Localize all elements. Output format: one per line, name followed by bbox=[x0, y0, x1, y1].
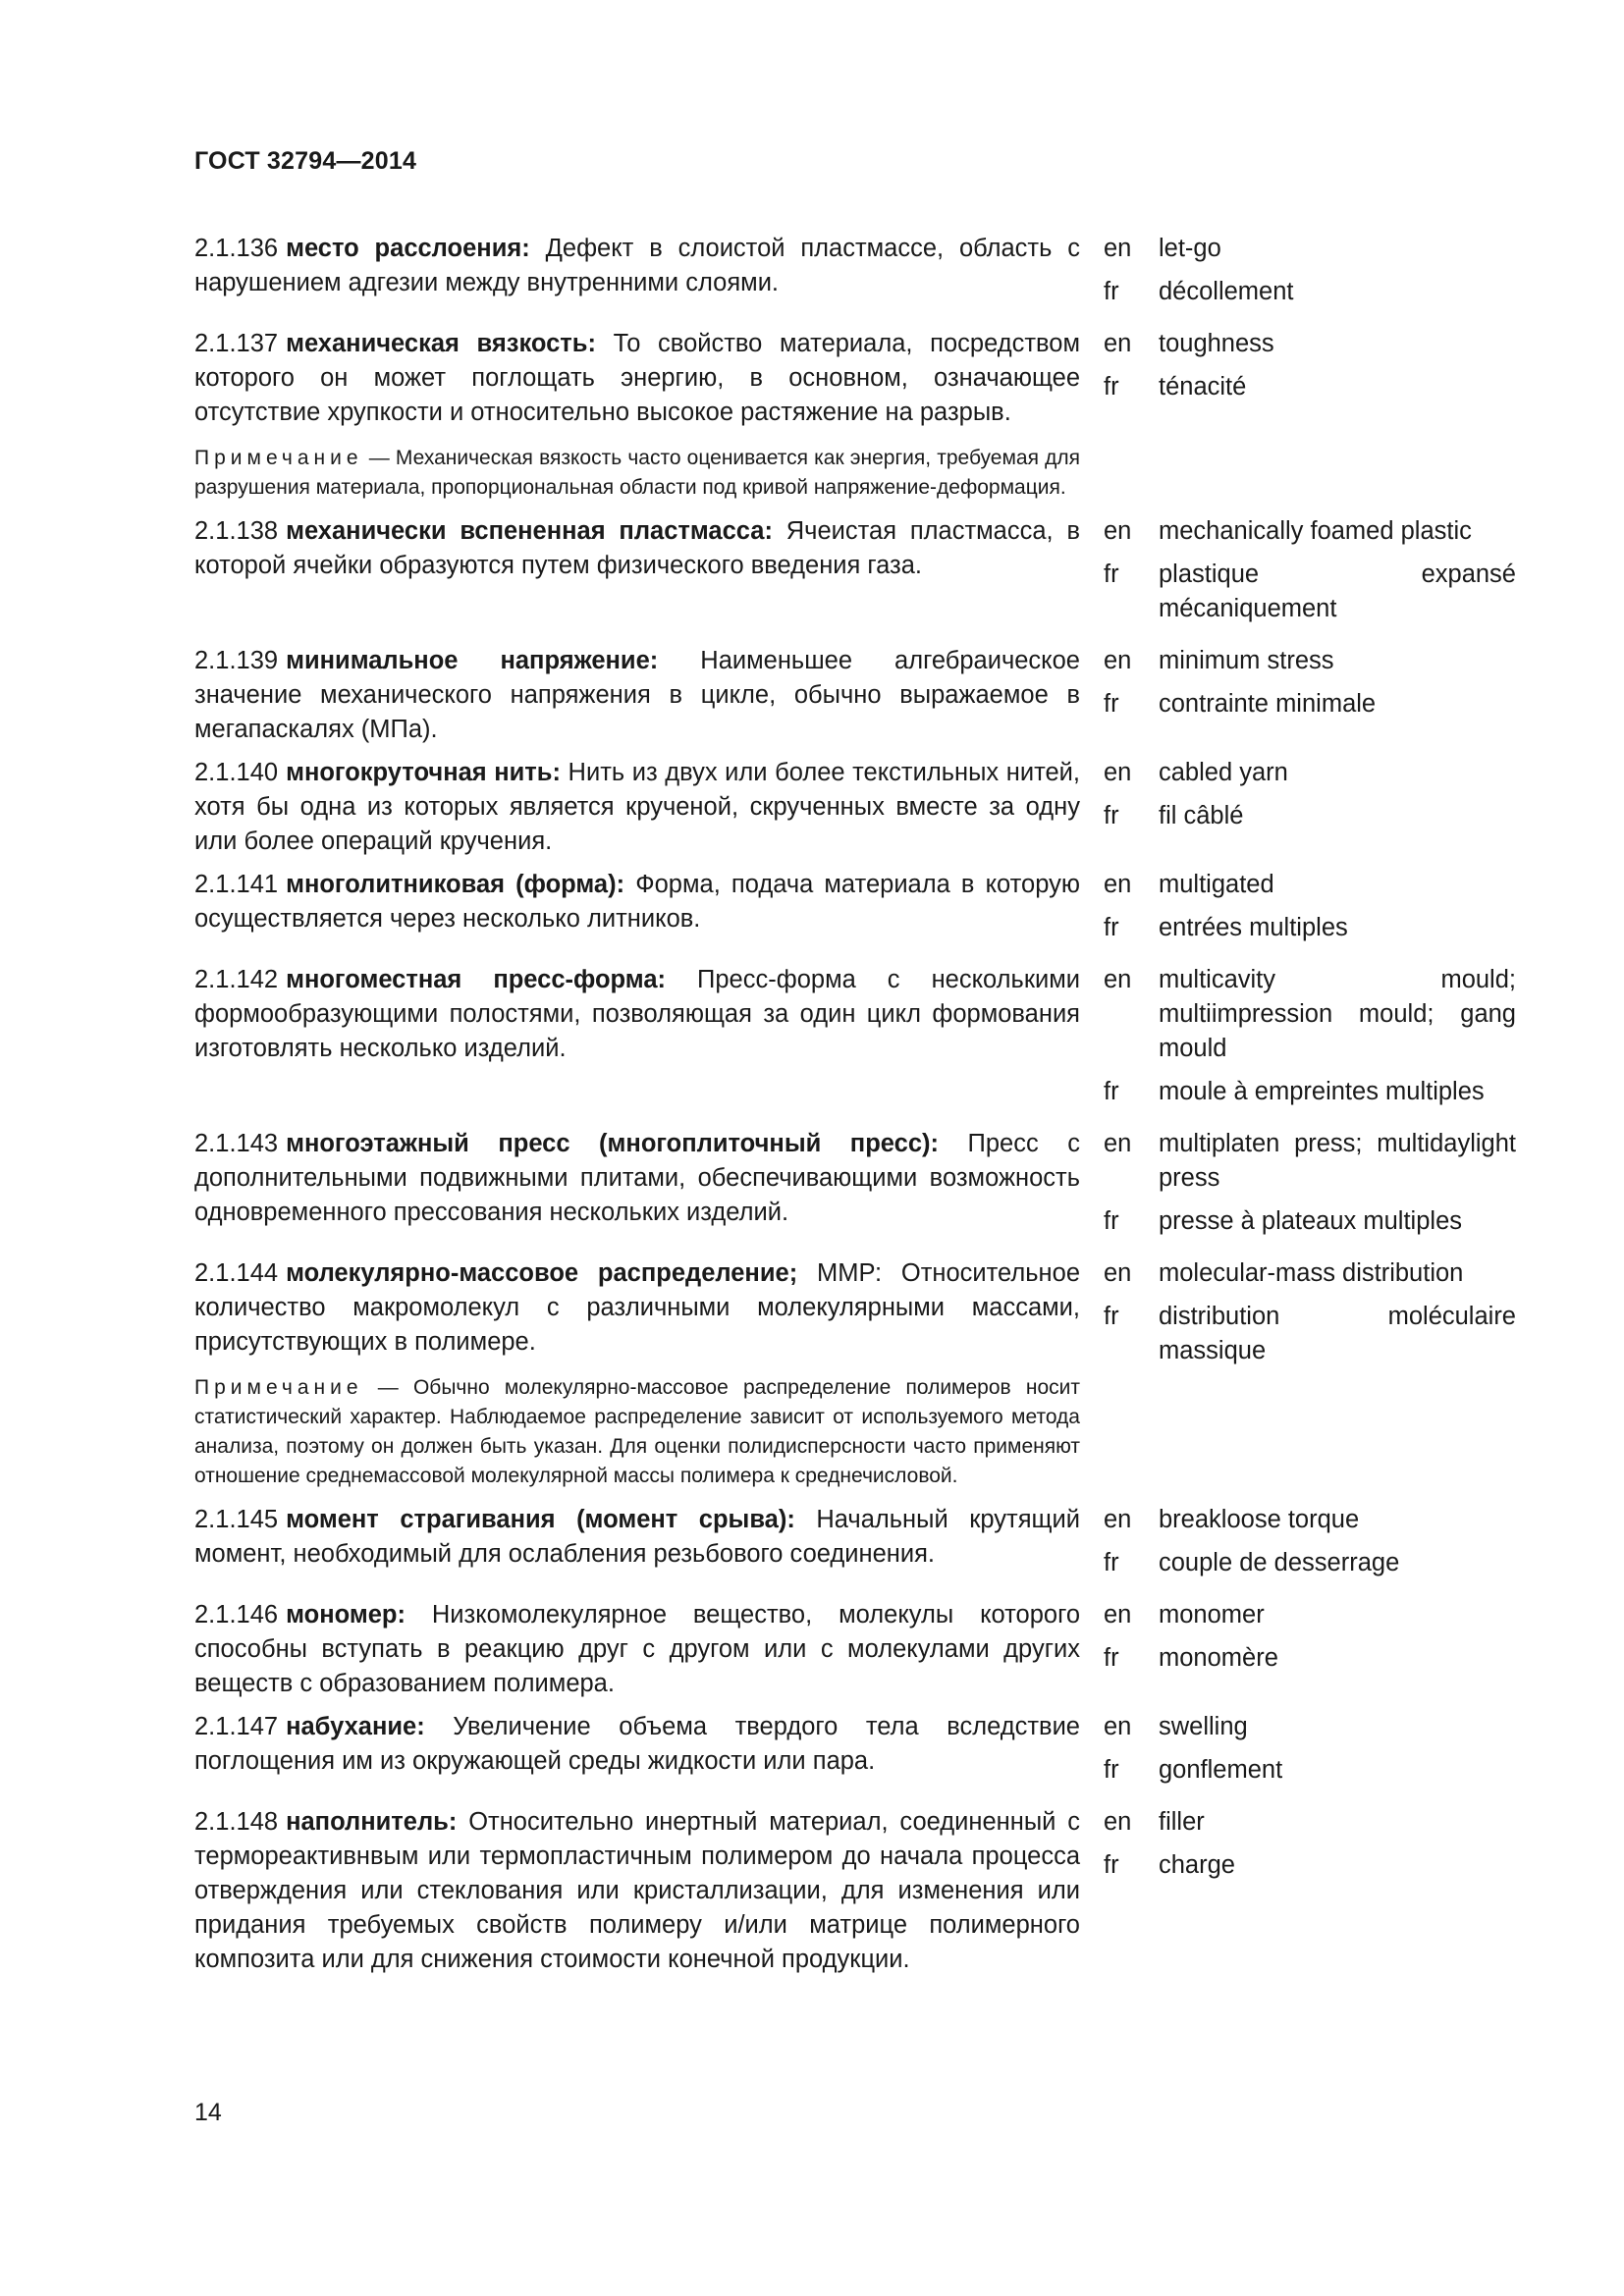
translation-en: multiplaten press; multidaylight press bbox=[1159, 1130, 1516, 1192]
translation-fr: presse à plateaux multiples bbox=[1159, 1207, 1463, 1235]
term-definition bbox=[194, 1503, 1080, 1589]
term-number: 2.1.137 bbox=[194, 330, 279, 357]
note-dash: — bbox=[362, 1376, 413, 1399]
term-definition bbox=[194, 1710, 1080, 1796]
translation-fr: moule à empreintes multiples bbox=[1159, 1078, 1485, 1105]
term-name: момент страгивания (момент срыва): bbox=[286, 1506, 795, 1533]
translation-en: swelling bbox=[1159, 1713, 1248, 1740]
lang-code-fr: fr bbox=[1104, 914, 1119, 941]
translation-en: multicavity mould; multiimpression mould; gang mould bbox=[1159, 966, 1516, 1062]
term-text: ММР: Относительное количество макромолекул с различными молекулярными массами, присутствующих в полимере. bbox=[194, 1259, 1080, 1356]
term-definition bbox=[194, 1127, 1080, 1248]
translation-en: toughness bbox=[1159, 330, 1274, 357]
translation-fr: ténacité bbox=[1159, 373, 1247, 400]
lang-code-fr: fr bbox=[1104, 1549, 1119, 1576]
translation-en: let-go bbox=[1159, 235, 1221, 262]
term-entry bbox=[194, 963, 1532, 1118]
lang-code-en: en bbox=[1104, 1808, 1132, 1836]
note-text: Обычно молекулярно-массовое распределение полимеров носит статистический характер. Наблюдаемое распределение зависит от используемого метода анализа, поэтому он должен быть указан. Для оценки полидисперсности часто применяют отношение среднемассовой молекулярной массы полимера к среднечисловой. bbox=[194, 1376, 1081, 1487]
term-number: 2.1.139 bbox=[194, 647, 279, 674]
lang-code-en: en bbox=[1104, 1601, 1132, 1629]
term-entry bbox=[194, 1127, 1532, 1248]
term-name: механически вспененная пластмасса: bbox=[286, 517, 773, 545]
term-definition bbox=[194, 644, 1080, 747]
translation-fr: entrées multiples bbox=[1159, 914, 1348, 941]
term-entry bbox=[194, 1503, 1532, 1589]
term-text: Форма, подача материала в которую осуществляется через несколько литников. bbox=[194, 871, 1080, 933]
term-definition bbox=[194, 963, 1080, 1118]
translation-en: monomer bbox=[1159, 1601, 1265, 1629]
term-definition bbox=[194, 327, 1080, 503]
term-entry bbox=[194, 1805, 1532, 1977]
note-dash: — bbox=[362, 447, 396, 469]
term-definition bbox=[194, 1805, 1080, 1977]
term-name: многолитниковая (форма): bbox=[286, 871, 625, 898]
lang-code-fr: fr bbox=[1104, 1756, 1119, 1784]
term-entry bbox=[194, 756, 1532, 859]
term-number: 2.1.144 bbox=[194, 1259, 279, 1287]
lang-code-fr: fr bbox=[1104, 690, 1119, 718]
term-text: То свойство материала, посредством которого он может поглощать энергию, в основном, означающее отсутствие хрупкости и относительно высокое растяжение на разрыв. bbox=[194, 330, 1080, 426]
term-name: многокруточная нить: bbox=[286, 759, 561, 786]
lang-code-fr: fr bbox=[1104, 278, 1119, 305]
translations bbox=[1104, 644, 1516, 747]
lang-code-fr: fr bbox=[1104, 1851, 1119, 1879]
translations bbox=[1104, 963, 1516, 1118]
term-name: место расслоения: bbox=[286, 235, 530, 262]
lang-code-en: en bbox=[1104, 235, 1132, 262]
term-entry bbox=[194, 1710, 1532, 1796]
term-text: Начальный крутящий момент, необходимый для ослабления резьбового соединения. bbox=[194, 1506, 1080, 1568]
translations bbox=[1104, 1127, 1516, 1248]
term-name: механическая вязкость: bbox=[286, 330, 596, 357]
term-definition bbox=[194, 232, 1080, 318]
translations bbox=[1104, 1256, 1516, 1491]
lang-code-fr: fr bbox=[1104, 802, 1119, 829]
translation-fr: décollement bbox=[1159, 278, 1294, 305]
term-number: 2.1.136 bbox=[194, 235, 279, 262]
lang-code-en: en bbox=[1104, 1259, 1132, 1287]
translation-fr: plastique expansé mécaniquement bbox=[1159, 561, 1516, 622]
page-number: 14 bbox=[194, 2099, 222, 2126]
term-entry bbox=[194, 1598, 1532, 1701]
translation-en: cabled yarn bbox=[1159, 759, 1288, 786]
term-text: Увеличение объема твердого тела вследствие поглощения им из окружающей среды жидкости или пара. bbox=[194, 1713, 1080, 1775]
lang-code-en: en bbox=[1104, 1506, 1132, 1533]
translations bbox=[1104, 514, 1516, 635]
translation-fr: couple de desserrage bbox=[1159, 1549, 1400, 1576]
term-number: 2.1.141 bbox=[194, 871, 279, 898]
term-number: 2.1.138 bbox=[194, 517, 279, 545]
lang-code-fr: fr bbox=[1104, 1078, 1119, 1105]
translation-fr: monomère bbox=[1159, 1644, 1278, 1672]
term-definition bbox=[194, 1598, 1080, 1701]
translation-fr: distribution moléculaire massique bbox=[1159, 1303, 1516, 1364]
translation-en: molecular-mass distribution bbox=[1159, 1259, 1464, 1287]
lang-code-en: en bbox=[1104, 647, 1132, 674]
term-number: 2.1.147 bbox=[194, 1713, 279, 1740]
term-name: минимальное напряжение: bbox=[286, 647, 659, 674]
term-text: Ячеистая пластмасса, в которой ячейки образуются путем физического введения газа. bbox=[194, 517, 1080, 579]
lang-code-fr: fr bbox=[1104, 1303, 1119, 1330]
term-number: 2.1.146 bbox=[194, 1601, 279, 1629]
term-text: Наименьшее алгебраическое значение механического напряжения в цикле, обычно выражаемое в мегапаскалях (МПа). bbox=[194, 647, 1080, 743]
lang-code-fr: fr bbox=[1104, 561, 1119, 588]
translations bbox=[1104, 327, 1516, 503]
translations bbox=[1104, 1503, 1516, 1589]
term-text: Дефект в слоистой пластмассе, область с нарушением адгезии между внутренними слоями. bbox=[194, 235, 1080, 296]
note-text: Механическая вязкость часто оценивается как энергия, требуемая для разрушения материала, пропорциональная области под кривой напряжение-деформация. bbox=[194, 447, 1081, 499]
term-name: многоэтажный пресс (многоплиточный пресс): bbox=[286, 1130, 939, 1157]
lang-code-en: en bbox=[1104, 759, 1132, 786]
lang-code-fr: fr bbox=[1104, 1207, 1119, 1235]
term-note bbox=[194, 444, 1080, 503]
term-name: наполнитель: bbox=[286, 1808, 458, 1836]
translation-fr: gonflement bbox=[1159, 1756, 1283, 1784]
note-label: Примечание bbox=[194, 1376, 363, 1399]
translations bbox=[1104, 868, 1516, 954]
translation-en: filler bbox=[1159, 1808, 1205, 1836]
term-note bbox=[194, 1373, 1080, 1491]
lang-code-en: en bbox=[1104, 871, 1132, 898]
translation-fr: charge bbox=[1159, 1851, 1235, 1879]
term-entry bbox=[194, 327, 1532, 503]
translation-en: mechanically foamed plastic bbox=[1159, 517, 1472, 545]
term-text: Низкомолекулярное вещество, молекулы которого способны вступать в реакцию друг с другом или с молекулами других веществ с образованием полимера. bbox=[194, 1601, 1080, 1697]
lang-code-en: en bbox=[1104, 517, 1132, 545]
term-entries bbox=[194, 232, 1532, 1986]
lang-code-fr: fr bbox=[1104, 373, 1119, 400]
term-text: Пресс с дополнительными подвижными плитами, обеспечивающими возможность одновременного прессования нескольких изделий. bbox=[194, 1130, 1080, 1226]
term-text: Нить из двух или более текстильных нитей, хотя бы одна из которых является крученой, скрученных вместе за одну или более операций кручения. bbox=[194, 759, 1080, 855]
term-name: многоместная пресс-форма: bbox=[286, 966, 667, 993]
page-header: ГОСТ 32794—2014 bbox=[194, 147, 417, 175]
term-name: мономер: bbox=[286, 1601, 406, 1629]
term-entry bbox=[194, 644, 1532, 747]
term-number: 2.1.148 bbox=[194, 1808, 279, 1836]
term-number: 2.1.140 bbox=[194, 759, 279, 786]
term-number: 2.1.142 bbox=[194, 966, 279, 993]
term-entry bbox=[194, 1256, 1532, 1491]
term-entry bbox=[194, 232, 1532, 318]
lang-code-en: en bbox=[1104, 1713, 1132, 1740]
term-text: Относительно инертный материал, соединенный с термореактивнвым или термопластичным полимером до начала процесса отверждения или стеклования или кристаллизации, для изменения или придания требуемых свойств полимеру и/или матрице полимерного композита или для снижения стоимости конечной продукции. bbox=[194, 1808, 1080, 1973]
term-definition bbox=[194, 1256, 1080, 1491]
translation-fr: contrainte minimale bbox=[1159, 690, 1377, 718]
term-definition bbox=[194, 868, 1080, 954]
translation-en: minimum stress bbox=[1159, 647, 1334, 674]
lang-code-fr: fr bbox=[1104, 1644, 1119, 1672]
term-definition bbox=[194, 514, 1080, 635]
term-entry bbox=[194, 868, 1532, 954]
term-definition bbox=[194, 756, 1080, 859]
lang-code-en: en bbox=[1104, 1130, 1132, 1157]
translation-fr: fil câblé bbox=[1159, 802, 1244, 829]
term-name: молекулярно-массовое распределение; bbox=[286, 1259, 798, 1287]
lang-code-en: en bbox=[1104, 966, 1132, 993]
term-text: Пресс-форма с несколькими формообразующими полостями, позволяющая за один цикл формования изготовлять несколько изделий. bbox=[194, 966, 1081, 1062]
translation-en: breakloose torque bbox=[1159, 1506, 1360, 1533]
translations bbox=[1104, 756, 1516, 859]
translations bbox=[1104, 1598, 1516, 1701]
note-label: Примечание bbox=[194, 447, 363, 469]
term-number: 2.1.145 bbox=[194, 1506, 279, 1533]
translation-en: multigated bbox=[1159, 871, 1274, 898]
translations bbox=[1104, 1805, 1516, 1977]
term-name: набухание: bbox=[286, 1713, 425, 1740]
lang-code-en: en bbox=[1104, 330, 1132, 357]
translations bbox=[1104, 1710, 1516, 1796]
translations bbox=[1104, 232, 1516, 318]
term-entry bbox=[194, 514, 1532, 635]
term-number: 2.1.143 bbox=[194, 1130, 279, 1157]
